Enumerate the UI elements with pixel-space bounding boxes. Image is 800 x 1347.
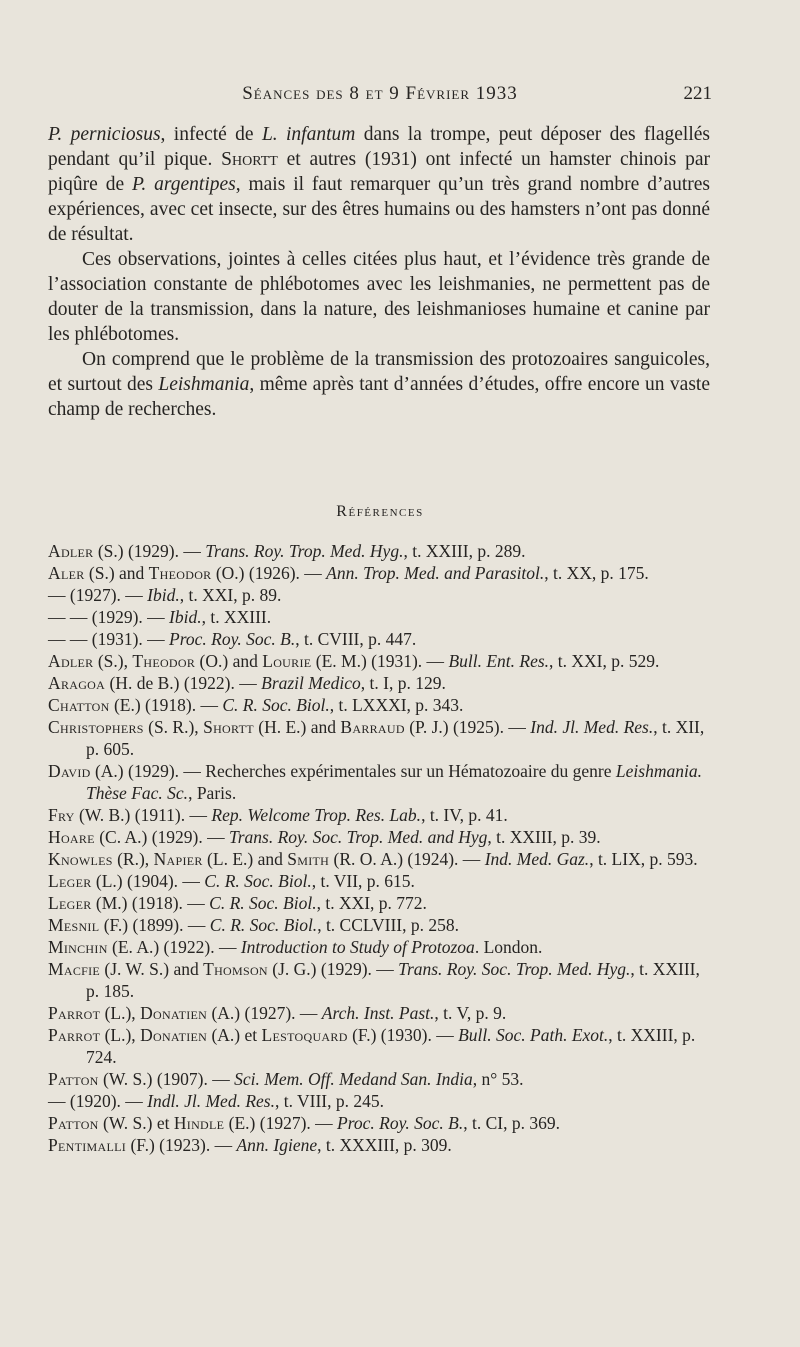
reference-text: (R. O. A.) (1924). — bbox=[329, 849, 485, 869]
reference-entry bbox=[48, 672, 710, 694]
reference-journal: Proc. Roy. Soc. B. bbox=[169, 629, 296, 649]
reference-entry bbox=[48, 1112, 710, 1134]
reference-journal: Rep. Welcome Trop. Res. Lab. bbox=[211, 805, 422, 825]
reference-text: (L.), bbox=[100, 1003, 141, 1023]
reference-text: , t. XXIII, p. 39. bbox=[487, 827, 601, 847]
reference-author: Aler bbox=[48, 563, 85, 583]
reference-journal: Ind. Jl. Med. Res. bbox=[530, 717, 654, 737]
genus-name: Leishmania bbox=[158, 374, 250, 395]
reference-text: (J. G.) (1929). — bbox=[267, 959, 399, 979]
reference-text: , t. XXIII. bbox=[201, 607, 272, 627]
reference-entry bbox=[48, 1134, 710, 1156]
reference-text: (E.) (1927). — bbox=[224, 1113, 338, 1133]
reference-text: , t. V, p. 9. bbox=[434, 1003, 507, 1023]
running-header bbox=[48, 83, 712, 113]
reference-text: , t. XXIII, p. 185. bbox=[86, 959, 700, 1001]
reference-journal: C. R. Soc. Biol. bbox=[204, 871, 312, 891]
reference-author: Christophers bbox=[48, 717, 144, 737]
text: , même après tant d’années d’études, offre encore un vaste champ de recherches. bbox=[48, 374, 710, 420]
reference-text: . London. bbox=[474, 937, 543, 957]
reference-text: (L. E.) and bbox=[202, 849, 288, 869]
reference-entry bbox=[48, 1024, 710, 1068]
reference-author: Chatton bbox=[48, 695, 110, 715]
reference-author: Lestoquard bbox=[261, 1025, 348, 1045]
reference-author: Adler bbox=[48, 541, 94, 561]
reference-author: Patton bbox=[48, 1113, 99, 1133]
reference-journal: C. R. Soc. Biol. bbox=[222, 695, 330, 715]
reference-text: , t. VIII, p. 245. bbox=[274, 1091, 385, 1111]
reference-author: Knowles bbox=[48, 849, 113, 869]
reference-text: , t. XII, p. 605. bbox=[86, 717, 705, 759]
reference-text: , t. LIX, p. 593. bbox=[589, 849, 698, 869]
reference-text: (H. E.) and bbox=[253, 717, 341, 737]
reference-text: (O.) and bbox=[195, 651, 263, 671]
reference-text: (F.) (1923). — bbox=[126, 1135, 237, 1155]
reference-journal: Bull. Soc. Path. Exot. bbox=[458, 1025, 609, 1045]
reference-text: (S.) and bbox=[84, 563, 149, 583]
reference-text: , t. XXXIII, p. 309. bbox=[317, 1135, 452, 1155]
reference-text: , t. CCLVIII, p. 258. bbox=[317, 915, 459, 935]
reference-journal: Introduction to Study of Protozoa bbox=[240, 937, 475, 957]
text: , mais il faut remarquer qu’un très grand nombre d’autres expériences, avec cet insecte, sur des êtres humains ou des hamsters n’ont pas donné de résultat. bbox=[48, 174, 710, 245]
reference-text: , t. I, p. 129. bbox=[360, 673, 446, 693]
reference-entry bbox=[48, 848, 710, 870]
reference-author: Parrot bbox=[48, 1003, 101, 1023]
reference-text: (W. S.) (1907). — bbox=[98, 1069, 235, 1089]
paragraph-2: Ces observations, jointes à celles citées plus haut, et l’évidence très grande de l’association constante de phlébotomes avec les leishmanies, ne permettent pas de douter de la transmission, dans la nature, des leishmanioses humaine et canine par les phlébotomes. bbox=[48, 249, 710, 345]
reference-author: Pentimalli bbox=[48, 1135, 127, 1155]
reference-text: , t. VII, p. 615. bbox=[311, 871, 415, 891]
reference-text: (A.) et bbox=[207, 1025, 262, 1045]
reference-text: (E. A.) (1922). — bbox=[107, 937, 241, 957]
reference-text: — — (1929). — bbox=[48, 607, 170, 627]
reference-journal: Trans. Roy. Soc. Trop. Med. Hyg. bbox=[398, 959, 631, 979]
reference-author: Thomson bbox=[203, 959, 268, 979]
reference-text: (R.), bbox=[112, 849, 154, 869]
reference-author: Leger bbox=[48, 893, 92, 913]
reference-text: (P. J.) (1925). — bbox=[404, 717, 531, 737]
reference-journal: Leishmania. Thèse Fac. Sc. bbox=[86, 761, 702, 803]
reference-journal: C. R. Soc. Biol. bbox=[209, 893, 317, 913]
reference-journal: Trans. Roy. Soc. Trop. Med. and Hyg bbox=[228, 827, 488, 847]
reference-text: , t. XXI, p. 89. bbox=[179, 585, 282, 605]
reference-text: (S.), bbox=[93, 651, 133, 671]
reference-entry bbox=[48, 826, 710, 848]
reference-text: , t. XXI, p. 772. bbox=[316, 893, 427, 913]
reference-entry bbox=[48, 694, 710, 716]
reference-text: (F.) (1930). — bbox=[347, 1025, 459, 1045]
reference-journal: Sci. Mem. Off. Medand San. India bbox=[234, 1069, 473, 1089]
references-heading: Références bbox=[336, 503, 424, 520]
reference-author: Parrot bbox=[48, 1025, 101, 1045]
reference-author: Adler bbox=[48, 651, 94, 671]
species-name: L. infantum bbox=[261, 124, 356, 145]
reference-journal: Bull. Ent. Res. bbox=[448, 651, 550, 671]
text: et autres (1931) ont infecté un hamster chinois par piqûre de bbox=[48, 149, 710, 195]
reference-journal: Proc. Roy. Soc. B. bbox=[337, 1113, 464, 1133]
reference-entry bbox=[48, 958, 710, 1002]
reference-entry bbox=[48, 914, 710, 936]
reference-entry bbox=[48, 870, 710, 892]
species-name: P. perniciosus bbox=[48, 124, 161, 145]
reference-text: , Paris. bbox=[188, 783, 237, 803]
reference-text: (A.) (1929). — Recherches expérimentales sur un Hématozoaire du genre bbox=[90, 761, 616, 781]
reference-text: — — (1931). — bbox=[48, 629, 170, 649]
paragraph-1 bbox=[48, 122, 710, 247]
reference-author: Fry bbox=[48, 805, 75, 825]
reference-text: (L.) (1904). — bbox=[91, 871, 205, 891]
reference-journal: Trans. Roy. Trop. Med. Hyg. bbox=[205, 541, 404, 561]
reference-entry bbox=[48, 628, 710, 650]
reference-text: (S. R.), bbox=[143, 717, 204, 737]
text: , infecté de bbox=[160, 124, 262, 145]
references-list bbox=[48, 540, 710, 1156]
reference-author: Hindle bbox=[173, 1113, 225, 1133]
reference-journal: Ann. Igiene bbox=[236, 1135, 318, 1155]
reference-text: — (1927). — bbox=[48, 585, 148, 605]
paragraph-3 bbox=[48, 347, 710, 422]
reference-entry bbox=[48, 562, 710, 584]
reference-text: (M.) (1918). — bbox=[91, 893, 210, 913]
reference-text: (F.) (1899). — bbox=[99, 915, 210, 935]
reference-text: (E.) (1918). — bbox=[109, 695, 223, 715]
reference-entry bbox=[48, 804, 710, 826]
reference-journal: Brazil Medico bbox=[261, 673, 361, 693]
reference-entry bbox=[48, 716, 710, 760]
reference-author: Mesnil bbox=[48, 915, 100, 935]
reference-entry bbox=[48, 760, 710, 804]
reference-text: (S.) (1929). — bbox=[93, 541, 206, 561]
reference-entry bbox=[48, 606, 710, 628]
reference-text: (L.), bbox=[100, 1025, 141, 1045]
reference-author: Leger bbox=[48, 871, 92, 891]
running-title: Séances des 8 et 9 Février 1933 bbox=[242, 83, 518, 104]
reference-author: Donatien bbox=[140, 1003, 208, 1023]
reference-author: Napier bbox=[153, 849, 203, 869]
reference-text: (E. M.) (1931). — bbox=[311, 651, 449, 671]
reference-author: Patton bbox=[48, 1069, 99, 1089]
reference-text: (C. A.) (1929). — bbox=[94, 827, 229, 847]
reference-text: , t. CI, p. 369. bbox=[463, 1113, 560, 1133]
reference-text: (W. S.) et bbox=[98, 1113, 174, 1133]
reference-journal: C. R. Soc. Biol. bbox=[209, 915, 318, 935]
reference-text: , t. CVIII, p. 447. bbox=[295, 629, 417, 649]
reference-entry bbox=[48, 892, 710, 914]
reference-author: Smith bbox=[287, 849, 330, 869]
reference-journal: Ind. Med. Gaz. bbox=[484, 849, 590, 869]
reference-text: , t. XXIII, p. 289. bbox=[403, 541, 526, 561]
reference-entry bbox=[48, 1068, 710, 1090]
reference-author: Theodor bbox=[148, 563, 212, 583]
reference-text: (J. W. S.) and bbox=[100, 959, 204, 979]
reference-author: Hoare bbox=[48, 827, 95, 847]
reference-journal: Ann. Trop. Med. and Parasitol. bbox=[326, 563, 545, 583]
reference-text: , t. XXIII, p. 724. bbox=[86, 1025, 696, 1067]
reference-text: , n° 53. bbox=[472, 1069, 524, 1089]
reference-entry bbox=[48, 540, 710, 562]
reference-author: Donatien bbox=[140, 1025, 208, 1045]
body-text bbox=[48, 122, 710, 422]
reference-text: , t. XX, p. 175. bbox=[544, 563, 649, 583]
reference-text: (O.) (1926). — bbox=[211, 563, 327, 583]
reference-entry bbox=[48, 1090, 710, 1112]
reference-author: David bbox=[48, 761, 91, 781]
reference-text: (A.) (1927). — bbox=[207, 1003, 322, 1023]
reference-entry bbox=[48, 650, 710, 672]
reference-text: , t. IV, p. 41. bbox=[421, 805, 508, 825]
reference-author: Theodor bbox=[132, 651, 196, 671]
reference-journal: Ibid. bbox=[169, 607, 202, 627]
reference-entry bbox=[48, 584, 710, 606]
reference-entry bbox=[48, 936, 710, 958]
reference-text: (H. de B.) (1922). — bbox=[105, 673, 262, 693]
reference-author: Barraud bbox=[340, 717, 405, 737]
species-name: P. argentipes bbox=[131, 174, 236, 195]
reference-journal: Ibid. bbox=[147, 585, 180, 605]
author-name: Shortt bbox=[221, 149, 278, 170]
reference-journal: Arch. Inst. Past. bbox=[321, 1003, 435, 1023]
page-number: 221 bbox=[683, 83, 712, 104]
reference-text: , t. XXI, p. 529. bbox=[549, 651, 660, 671]
reference-author: Macfie bbox=[48, 959, 101, 979]
reference-text: — (1920). — bbox=[48, 1091, 148, 1111]
reference-text: , t. LXXXI, p. 343. bbox=[329, 695, 464, 715]
reference-author: Minchin bbox=[48, 937, 108, 957]
reference-author: Lourie bbox=[262, 651, 312, 671]
reference-author: Shortt bbox=[203, 717, 254, 737]
reference-author: Aragoa bbox=[48, 673, 106, 693]
text: dans la trompe, peut déposer des flagellés pendant qu’il pique. bbox=[48, 124, 711, 170]
reference-journal: Indl. Jl. Med. Res. bbox=[147, 1091, 275, 1111]
reference-text: (W. B.) (1911). — bbox=[74, 805, 212, 825]
reference-entry bbox=[48, 1002, 710, 1024]
text: On comprend que le problème de la transmission des protozoaires sanguicoles, et surtout des bbox=[48, 349, 710, 395]
